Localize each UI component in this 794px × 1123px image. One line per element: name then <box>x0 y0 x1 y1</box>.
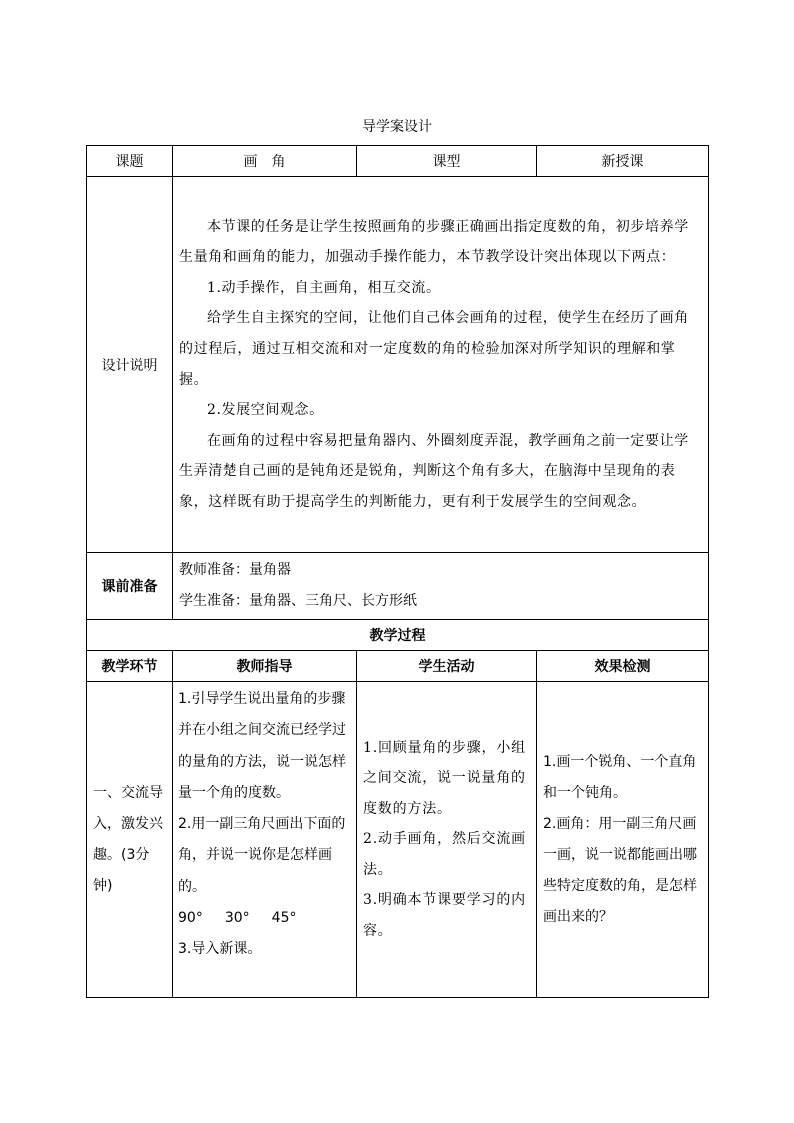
check-item-1: 1.画一个锐角、一个直角和一个钝角。 <box>543 753 697 801</box>
column-header-stage: 教学环节 <box>87 651 173 682</box>
process-heading-row <box>87 620 709 651</box>
effect-check-cell <box>537 682 709 998</box>
teacher-item-2: 2.用一副三角尺画出下面的角，并说一说你是怎样画的。 <box>178 816 346 895</box>
preparation-content <box>173 553 709 620</box>
angle-45: 45° <box>271 910 297 927</box>
design-paragraph: 本节课的任务是让学生按照画角的步骤正确画出指定度数的角，初步培养学生量角和画角的能力，加强动手操作能力，本节教学设计突出体现以下两点： <box>179 218 689 266</box>
teacher-item-1: 1.引导学生说出量角的步骤并在小组之间交流已经学过的量角的方法，说一说怎样量一个角的度数。 <box>178 691 346 801</box>
preparation-label: 课前准备 <box>87 553 173 620</box>
angle-90: 90° <box>178 910 203 927</box>
header-row <box>87 146 709 177</box>
student-activity-1: 1.回顾量角的步骤，小组之间交流，说一说量角的度数的方法。 <box>363 739 526 817</box>
process-heading: 教学过程 <box>87 620 709 651</box>
design-label: 设计说明 <box>87 177 173 553</box>
angle-30: 30° <box>224 910 250 927</box>
design-row <box>87 177 709 553</box>
preparation-row <box>87 553 709 620</box>
student-activity-3: 3.明确本节课要学习的内容。 <box>363 892 526 939</box>
process-row <box>87 682 709 998</box>
type-label: 课型 <box>357 146 537 177</box>
design-paragraph: 1.动手操作，自主画角，相互交流。 <box>207 279 441 296</box>
check-item-2: 2.画角：用一副三角尺画一画，说一说都能画出哪些特定度数的角，是怎样画出来的？ <box>543 815 697 925</box>
column-header-check: 效果检测 <box>537 651 709 682</box>
teacher-guidance-cell <box>173 682 357 998</box>
lesson-plan-table <box>86 145 709 998</box>
design-paragraph: 给学生自主探究的空间，让他们自己体会画角的过程，使学生在经历了画角的过程后，通过互相交流和对一定度数的角的检验加深对所学知识的理解和掌握。 <box>179 310 689 388</box>
student-preparation: 学生准备：量角器、三角尺、长方形纸 <box>179 593 417 609</box>
teacher-preparation: 教师准备：量角器 <box>179 562 291 578</box>
column-header-teacher: 教师指导 <box>173 651 357 682</box>
design-description <box>173 177 709 553</box>
type-value: 新授课 <box>537 146 709 177</box>
student-activity-2: 2.动手画角，然后交流画法。 <box>363 831 526 878</box>
stage-cell: 一、交流导入，激发兴趣。(3分钟) <box>87 682 173 998</box>
student-activity-cell <box>357 682 537 998</box>
angle-list <box>178 903 352 934</box>
page-title: 导学案设计 <box>362 119 432 135</box>
topic-value: 画 角 <box>173 146 357 177</box>
design-paragraph: 2.发展空间观念。 <box>207 402 324 419</box>
teacher-item-3: 3.导入新课。 <box>178 941 262 958</box>
process-column-headers <box>87 651 709 682</box>
topic-label: 课题 <box>87 146 173 177</box>
design-paragraph: 在画角的过程中容易把量角器内、外圈刻度弄混，教学画角之前一定要让学生弄清楚自己画的是钝角还是锐角，判断这个角有多大，在脑海中呈现角的表象，这样既有助于提高学生的判断能力，更有利于发展学生的空间观念。 <box>179 432 689 510</box>
column-header-student: 学生活动 <box>357 651 537 682</box>
